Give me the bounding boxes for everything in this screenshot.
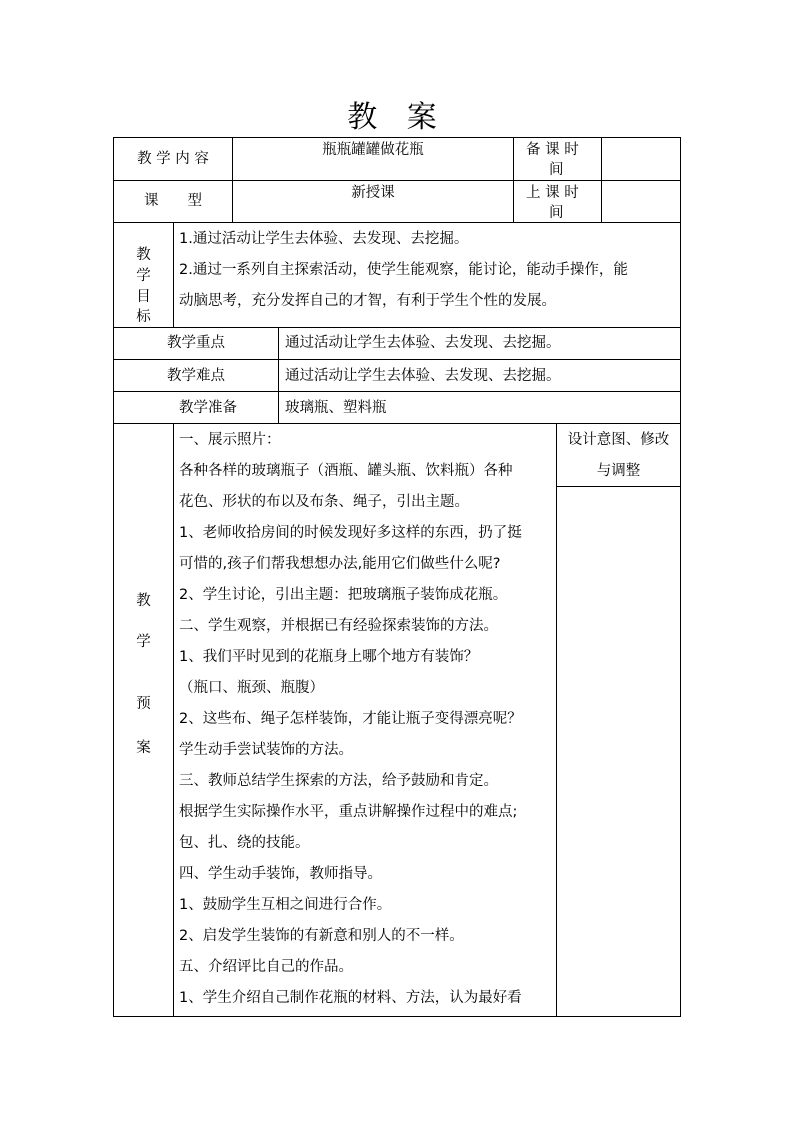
plan-line: 五、介绍评比自己的作品。 xyxy=(179,959,353,975)
type-label: 课 型 xyxy=(144,193,202,209)
plan-label: 预 xyxy=(136,696,151,712)
table-rule xyxy=(113,359,681,360)
plan-line: 包、扎、绕的技能。 xyxy=(179,835,310,851)
objective-line: 1.通过活动让学生去体验、去发现、去挖掘。 xyxy=(179,231,469,247)
plan-line: 二、学生观察，并根据已有经验探索装饰的方法。 xyxy=(179,618,498,634)
preparation-label: 教学准备 xyxy=(179,400,237,416)
class-time-label-cont: 间 xyxy=(549,205,564,221)
side-header-rule xyxy=(556,486,681,487)
objectives-label: 学 xyxy=(136,268,151,284)
plan-line: 1、老师收拾房间的时候发现好多这样的东西，扔了挺 xyxy=(179,525,522,541)
design-notes-header: 与调整 xyxy=(596,463,641,479)
table-rule xyxy=(601,137,602,223)
table-rule xyxy=(556,423,557,1017)
preparation-value: 玻璃瓶、塑料瓶 xyxy=(285,400,387,416)
table-rule xyxy=(173,423,174,1017)
class-time-label: 上 课 时 xyxy=(526,185,579,201)
difficulties-value: 通过活动让学生去体验、去发现、去挖掘。 xyxy=(285,368,561,384)
plan-line: 三、教师总结学生探索的方法，给予鼓励和肯定。 xyxy=(179,773,498,789)
plan-line: 学生动手尝试装饰的方法。 xyxy=(179,742,353,758)
prep-time-label: 备 课 时 xyxy=(526,142,579,158)
plan-line: （瓶口、瓶颈、瓶腹） xyxy=(179,680,324,696)
plan-line: 花色、形状的布以及布条、绳子，引出主题。 xyxy=(179,494,469,510)
plan-line: 2、学生讨论，引出主题：把玻璃瓶子装饰成花瓶。 xyxy=(179,587,508,603)
plan-line: 1、学生介绍自己制作花瓶的材料、方法，认为最好看 xyxy=(179,990,522,1006)
objectives-label: 目 xyxy=(136,289,151,305)
objectives-label: 教 xyxy=(136,247,151,263)
table-rule xyxy=(113,423,681,424)
objective-line: 动脑思考，充分发挥自己的才智，有利于学生个性的发展。 xyxy=(179,293,556,309)
objectives-label: 标 xyxy=(136,309,151,325)
table-rule xyxy=(113,327,681,328)
plan-line: 一、展示照片： xyxy=(179,432,281,448)
type-value: 新授课 xyxy=(351,185,395,201)
page-title: 教 案 xyxy=(347,100,447,135)
content-value: 瓶瓶罐罐做花瓶 xyxy=(322,142,424,158)
key-points-label: 教学重点 xyxy=(167,335,225,351)
plan-line: 可惜的,孩子们帮我想想办法,能用它们做些什么呢? xyxy=(179,556,501,572)
difficulties-label: 教学难点 xyxy=(167,368,225,384)
design-notes-header: 设计意图、修改 xyxy=(567,432,670,448)
plan-line: 2、启发学生装饰的有新意和别人的不一样。 xyxy=(179,928,464,944)
plan-line: 四、学生动手装饰，教师指导。 xyxy=(179,866,382,882)
objective-line: 2.通过一系列自主探索活动，使学生能观察，能讨论，能动手操作，能 xyxy=(179,262,628,278)
content-label: 教 学 内 容 xyxy=(137,151,209,167)
plan-line: 各种各样的玻璃瓶子（酒瓶、罐头瓶、饮料瓶）各种 xyxy=(179,463,513,479)
table-rule xyxy=(113,180,681,181)
key-points-value: 通过活动让学生去体验、去发现、去挖掘。 xyxy=(285,335,561,351)
prep-time-label-cont: 间 xyxy=(549,162,564,178)
table-border-top xyxy=(113,137,681,138)
table-rule xyxy=(113,222,681,223)
table-border-bottom xyxy=(113,1016,681,1017)
plan-label: 学 xyxy=(136,634,151,650)
plan-label: 案 xyxy=(136,740,151,756)
plan-label: 教 xyxy=(136,593,151,609)
table-border-right xyxy=(680,137,681,1017)
plan-line: 2、这些布、绳子怎样装饰，才能让瓶子变得漂亮呢？ xyxy=(179,711,522,727)
plan-line: 根据学生实际操作水平，重点讲解操作过程中的难点; xyxy=(179,804,518,820)
plan-line: 1、鼓励学生互相之间进行合作。 xyxy=(179,897,392,913)
table-rule xyxy=(113,391,681,392)
plan-line: 1、我们平时见到的花瓶身上哪个地方有装饰？ xyxy=(179,649,479,665)
